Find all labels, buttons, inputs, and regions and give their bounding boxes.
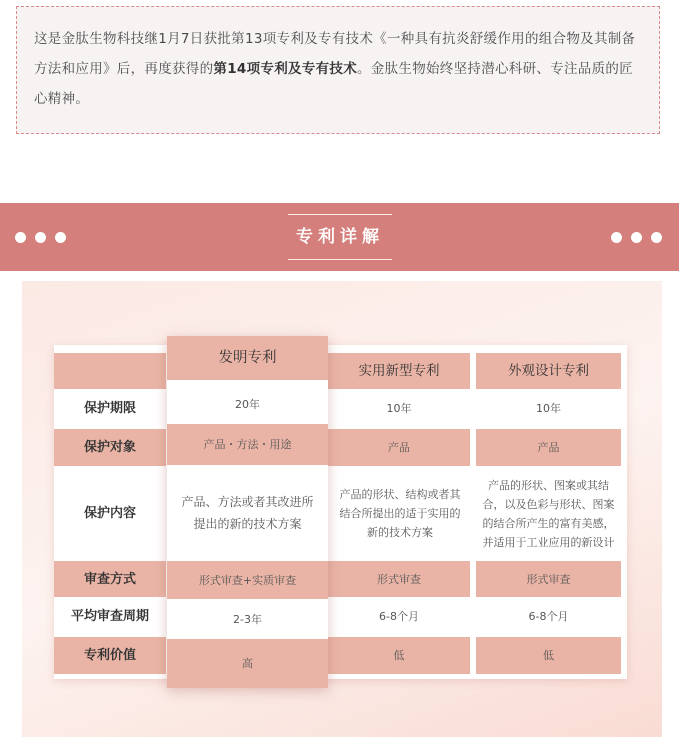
table-cell: 2-3年 [233, 612, 262, 626]
header-design: 外观设计专利 [476, 353, 621, 389]
invention-column [167, 336, 328, 688]
table-cell: 低 [476, 637, 621, 674]
table-cell: 产品 [476, 429, 621, 466]
intro-highlight: 第14项专利及专有技术 [213, 61, 357, 77]
table-cell: 高 [167, 639, 328, 688]
intro-text-end: 。金肽生物始终坚持潜心科研、专注品质的匠心精神。 [34, 61, 633, 107]
table-cell: 产品・方法・用途 [167, 424, 328, 465]
table-cell: 6-8个月 [379, 610, 419, 623]
table-cell: 产品 [328, 429, 470, 466]
table-cell: 低 [328, 637, 470, 674]
section-banner [0, 203, 679, 271]
section-title: 专利详解 [288, 214, 392, 260]
table-cell: 6-8个月 [528, 610, 569, 623]
dot-icon [55, 232, 66, 243]
dot-icon [15, 232, 26, 243]
row-label: 审查方式 [54, 561, 166, 597]
table-cell: 产品的形状、图案或其结合，以及色彩与形状、图案的结合所产生的富有美感，并适用于工业应用的新设计 [482, 478, 615, 549]
table-cell: 产品、方法或者其改进所提出的新的技术方案 [181, 495, 314, 531]
dot-icon [631, 232, 642, 243]
table-cell: 20年 [235, 397, 260, 411]
dot-icon [611, 232, 622, 243]
row-label: 保护对象 [54, 429, 166, 466]
table-cell: 产品的形状、结构或者其结合所提出的适于实用的新的技术方案 [339, 488, 461, 539]
table-cell: 10年 [536, 401, 561, 415]
dots-left [15, 232, 66, 243]
table-cell: 10年 [386, 401, 412, 415]
header-utility: 实用新型专利 [328, 353, 470, 389]
row-label: 专利价值 [54, 637, 166, 674]
comparison-table [54, 345, 627, 679]
dots-right [611, 232, 662, 243]
table-cell: 形式审查 [328, 561, 470, 597]
table-cell: 形式审查 [476, 561, 621, 597]
dot-icon [651, 232, 662, 243]
header-invention: 发明专利 [167, 336, 328, 380]
header-empty [54, 353, 166, 389]
dot-icon [35, 232, 46, 243]
intro-text: 这是金肽生物科技继1月7日获批第13项专利及专有技术《一种具有抗炎舒缓作用的组合物及其制备方法和应用》后，再度获得的 [34, 31, 636, 77]
intro-box [16, 6, 660, 134]
table-cell: 形式审查+实质审查 [167, 561, 328, 599]
row-label: 平均审查周期 [70, 609, 149, 624]
row-label: 保护内容 [83, 506, 136, 521]
row-label: 保护期限 [83, 400, 136, 416]
